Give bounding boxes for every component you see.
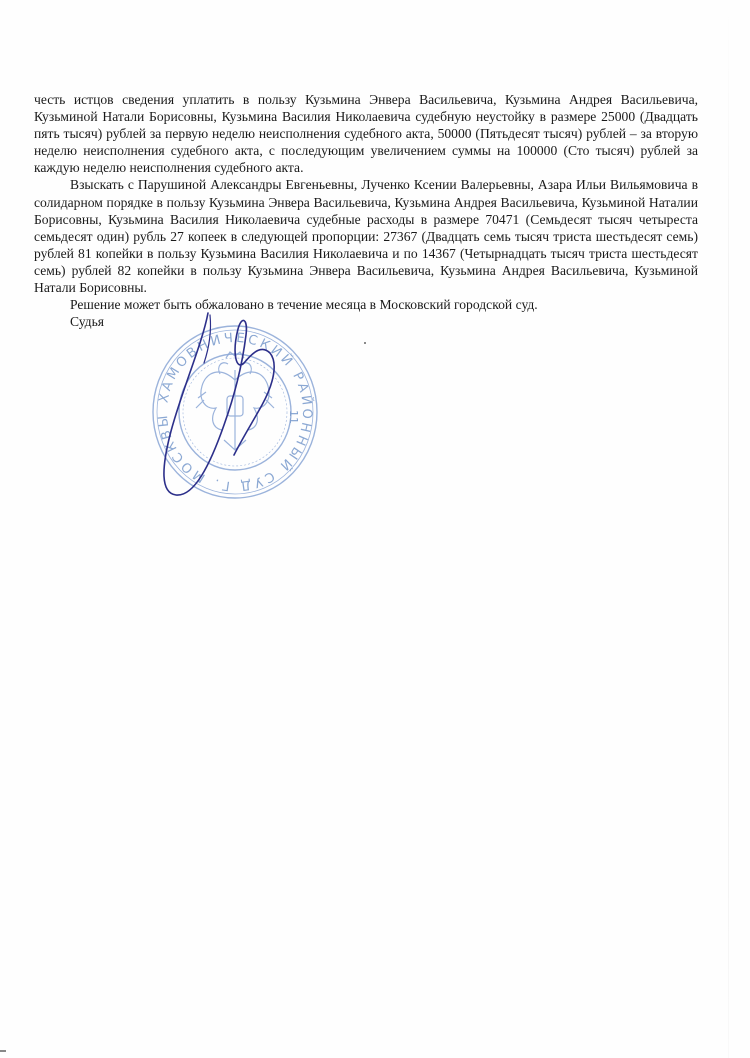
scan-mark [0, 1050, 6, 1052]
eagle-emblem-icon [196, 352, 274, 450]
judge-signature [150, 305, 320, 505]
seal-ring-text: ХАМОВНИЧЕСКИЙ РАЙОННЫЙ СУД Г. МОСКВЫ [155, 330, 315, 494]
seal-number: 11 [287, 410, 300, 424]
scan-edge-shadow [728, 0, 729, 1058]
judge-label: Судья [70, 314, 105, 330]
court-seal [140, 300, 330, 505]
decision-text [34, 91, 698, 330]
paragraph-penalty: честь истцов сведения уплатить в пользу Кузьмина Энвера Васильевича, Кузьмина Андрея Васильевича, Кузьминой Натали Борисовны, Кузьмина Василия Николаевича судебную неустойку в размере 25000 (Двадцать пять тысяч) рублей за первую неделю неисполнения судебного акта, 50000 (Пятьдесят тысяч) рублей – за вторую неделю неисполнения судебного акта, с последующим увеличением суммы на 100000 (Сто тысяч) рублей за каждую неделю неисполнения судебного акта. [34, 92, 698, 176]
paragraph-appeal: Решение может быть обжаловано в течение месяца в Московский городской суд. [70, 297, 538, 313]
paragraph-expenses: Взыскать с Парушиной Александры Евгеньевны, Лученко Ксении Валерьевны, Азара Ильи Вильямовича в солидарном порядке в пользу Кузьмина Энвера Васильевича, Кузьмина Андрея Васильевича, Кузьминой Наталии Борисовны, Кузьмина Василия Николаевича судебные расходы в размере 70471 (Семьдесят тысяч четыреста семьдесят один) рубль 27 копеек в следующей пропорции: 27367 (Двадцать семь тысяч триста шестьдесят семь) рублей 81 копейки в пользу Кузьмина Василия Николаевича и по 14367 (Четырнадцать тысяч триста шестьдесят семь) рублей 82 копейки в пользу Кузьмина Энвера Васильевича, Кузьмина Андрея Васильевича, Кузьминой Натали Борисовны. [34, 177, 698, 296]
scan-speck [364, 342, 366, 344]
